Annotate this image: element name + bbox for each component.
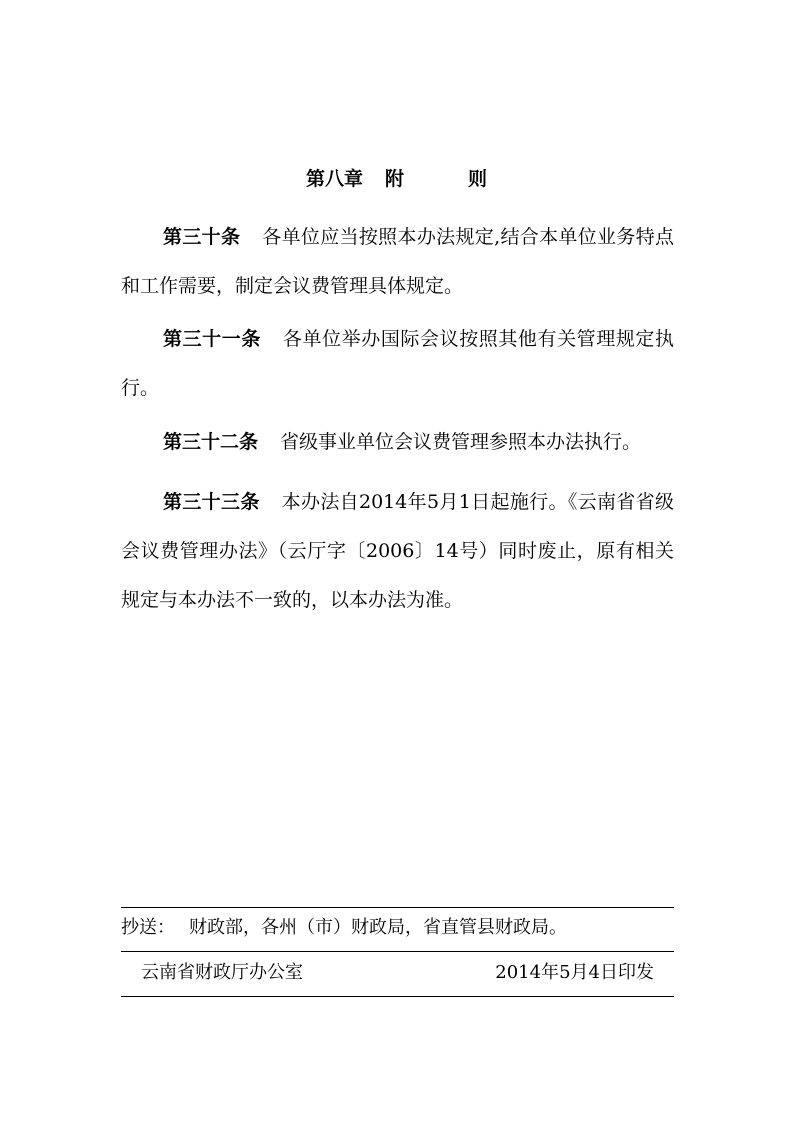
article-text: 各单位应当按照本办法规定,结合本单位业务特点和工作需要，制定会议费管理具体规定。 (121, 226, 674, 297)
article-text: 本办法自2014年5月1日起施行。《云南省省级会议费管理办法》（云厅字〔2006〕14号）同时废止，原有相关规定与本办法不一致的，以本办法为准。 (121, 491, 674, 611)
chapter-heading (0, 166, 793, 192)
article-31 (121, 315, 674, 413)
cc-line (121, 914, 674, 942)
issuer: 云南省财政厅办公室 (141, 962, 303, 983)
cc-label: 抄送： (121, 917, 175, 938)
article-text: 各单位举办国际会议按照其他有关管理规定执行。 (121, 328, 674, 399)
article-number: 第三十三条 (163, 491, 260, 513)
footer-bottom-rule (121, 996, 674, 997)
article-number: 第三十一条 (163, 328, 261, 350)
chapter-label: 第八章 (305, 168, 363, 190)
footer-top-rule (121, 907, 674, 908)
article-number: 第三十二条 (163, 431, 259, 453)
chapter-title-part2: 则 (468, 168, 488, 190)
footer-middle-rule (121, 951, 674, 952)
cc-recipients: 财政部，各州（市）财政局，省直管县财政局。 (189, 917, 567, 938)
chapter-title-part1: 附 (384, 168, 404, 190)
article-30 (121, 213, 674, 311)
article-32 (121, 418, 674, 467)
article-33 (121, 478, 674, 625)
article-text: 省级事业单位会议费管理参照本办法执行。 (280, 431, 642, 453)
issue-date: 2014年5月4日印发 (495, 962, 654, 983)
article-number: 第三十条 (163, 226, 241, 248)
